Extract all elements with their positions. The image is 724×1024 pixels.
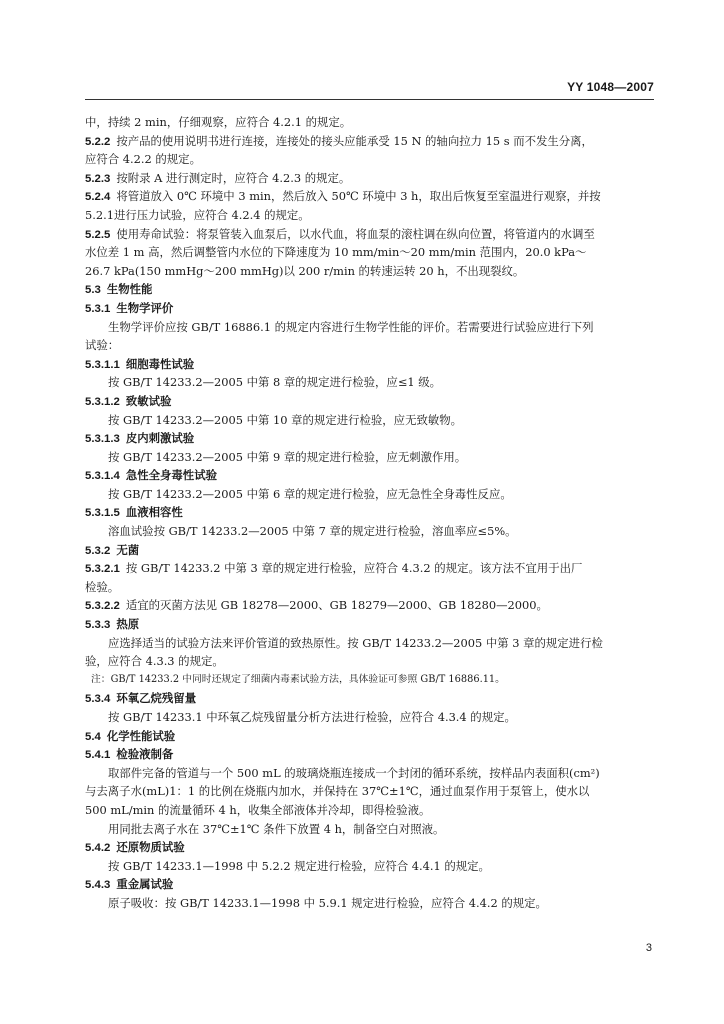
clause-line xyxy=(85,280,655,299)
paragraph-text: 26.7 kPa(150 mmHg～200 mmHg)以 200 r/min 的转速运转 20 h，不出现裂纹。 xyxy=(85,263,525,278)
clause-heading: 检验液制备 xyxy=(116,747,174,762)
clause-number: 5.4.2 xyxy=(85,842,111,855)
page-number: 3 xyxy=(645,942,652,954)
clause-number: 5.2.5 xyxy=(85,228,111,241)
paragraph-text: 与去离子水(mL)1：1 的比例在烧瓶内加水，并保持在 37℃±1℃，通过血泵作用于泵管上，使水以 xyxy=(85,784,590,799)
paragraph-text: 验，应符合 4.3.3 的规定。 xyxy=(85,654,224,669)
clause-number: 5.3 xyxy=(85,284,101,297)
clause-heading: 重金属试验 xyxy=(116,877,174,892)
header-rule xyxy=(85,99,654,100)
clause-line xyxy=(85,559,655,578)
clause-line xyxy=(85,187,655,206)
clause-line xyxy=(85,503,655,522)
clause-heading: 致敏试验 xyxy=(125,393,172,408)
text-line xyxy=(85,113,655,132)
clause-number: 5.3.3 xyxy=(85,619,111,632)
clause-number: 5.2.2 xyxy=(85,135,111,148)
clause-line xyxy=(85,169,655,188)
text-line xyxy=(85,671,655,690)
paragraph-text: 按 GB/T 14233.2—2005 中第 8 章的规定进行检验，应≤1 级。 xyxy=(108,375,442,390)
clause-line xyxy=(85,838,655,857)
clause-number: 5.3.4 xyxy=(85,693,111,706)
paragraph-text: 应选择适当的试验方法来评价管道的致热原性。按 GB/T 14233.2—2005 中第 3 章的规定进行检 xyxy=(108,635,603,650)
paragraph-text: 使用寿命试验：将泵管装入血泵后，以水代血，将血泵的滚柱调在纵向位置，将管道内的水调至 xyxy=(116,226,595,241)
clause-number: 5.3.2.1 xyxy=(85,563,120,576)
text-line xyxy=(85,373,655,392)
clause-number: 5.4.1 xyxy=(85,749,111,762)
text-line xyxy=(85,634,655,653)
text-line xyxy=(85,652,655,671)
standard-number-header: YY 1048—2007 xyxy=(567,80,654,94)
text-line xyxy=(85,336,655,355)
paragraph-text: 5.2.1进行压力试验，应符合 4.2.4 的规定。 xyxy=(85,207,310,222)
paragraph-text: 适宜的灭菌方法见 GB 18278—2000、GB 18279—2000、GB 18280—2000。 xyxy=(125,598,548,613)
text-line xyxy=(85,764,655,783)
text-line xyxy=(85,801,655,820)
clause-heading: 生物学评价 xyxy=(116,300,174,315)
paragraph-text: 取部件完备的管道与一个 500 mL 的玻璃烧瓶连接成一个封闭的循环系统，按样品内表面积(cm²) xyxy=(108,765,600,780)
clause-line xyxy=(85,689,655,708)
text-line xyxy=(85,857,655,876)
text-line xyxy=(85,448,655,467)
clause-line xyxy=(85,596,655,615)
paragraph-text: 用同批去离子水在 37℃±1℃ 条件下放置 4 h，制备空白对照液。 xyxy=(108,821,445,836)
clause-heading: 生物性能 xyxy=(106,282,153,297)
clause-heading: 环氧乙烷残留量 xyxy=(116,691,197,706)
clause-heading: 急性全身毒性试验 xyxy=(125,468,217,483)
paragraph-text: 500 mL/min 的流量循环 4 h，收集全部液体并冷却，即得检验液。 xyxy=(85,802,431,817)
text-line xyxy=(85,206,655,225)
paragraph-text: 生物学评价应按 GB/T 16886.1 的规定内容进行生物学性能的评价。若需要进行试验应进行下列 xyxy=(108,319,594,334)
paragraph-text: 按 GB/T 14233.2—2005 中第 9 章的规定进行检验，应无刺激作用。 xyxy=(108,449,467,464)
clause-heading: 血液相容性 xyxy=(125,505,183,520)
clause-number: 5.3.1.2 xyxy=(85,395,120,408)
paragraph-text: 按 GB/T 14233.2—2005 中第 6 章的规定进行检验，应无急性全身毒性反应。 xyxy=(108,486,512,501)
text-line xyxy=(85,243,655,262)
clause-line xyxy=(85,745,655,764)
clause-line xyxy=(85,429,655,448)
paragraph-text: 将管道放入 0℃ 环境中 3 min，然后放入 50℃ 环境中 3 h，取出后恢复至室温进行观察，并按 xyxy=(116,189,601,204)
paragraph-text: 按产品的使用说明书进行连接，连接处的接头应能承受 15 N 的轴向拉力 15 s 而不发生分离， xyxy=(116,133,593,148)
clause-number: 5.3.2 xyxy=(85,544,111,557)
clause-line xyxy=(85,727,655,746)
paragraph-text: 水位差 1 m 高，然后调整管内水位的下降速度为 10 mm/min～20 mm/min 范围内，20.0 kPa～ xyxy=(85,245,587,260)
clause-line xyxy=(85,466,655,485)
clause-line xyxy=(85,392,655,411)
paragraph-text: 检验。 xyxy=(85,579,120,594)
clause-heading: 化学性能试验 xyxy=(106,728,176,743)
paragraph-text: 应符合 4.2.2 的规定。 xyxy=(85,152,201,167)
clause-number: 5.3.1.5 xyxy=(85,507,120,520)
clause-line xyxy=(85,225,655,244)
text-line xyxy=(85,485,655,504)
clause-number: 5.2.4 xyxy=(85,191,111,204)
clause-line xyxy=(85,355,655,374)
clause-line xyxy=(85,875,655,894)
clause-number: 5.3.1.3 xyxy=(85,433,120,446)
clause-number: 5.3.1 xyxy=(85,302,111,315)
paragraph-text: 原子吸收：按 GB/T 14233.1—1998 中 5.9.1 规定进行检验，应符合 4.4.2 的规定。 xyxy=(108,895,547,910)
clause-number: 5.4 xyxy=(85,730,101,743)
clause-heading: 细胞毒性试验 xyxy=(125,356,195,371)
text-line xyxy=(85,894,655,913)
paragraph-text: 溶血试验按 GB/T 14233.2—2005 中第 7 章的规定进行检验，溶血率应≤5%。 xyxy=(108,524,517,539)
text-line xyxy=(85,522,655,541)
text-line xyxy=(85,578,655,597)
text-line xyxy=(85,782,655,801)
paragraph-text: 按 GB/T 14233.1 中环氧乙烷残留量分析方法进行检验，应符合 4.3.4 的规定。 xyxy=(108,710,516,724)
clause-number: 5.4.3 xyxy=(85,879,111,892)
paragraph-text: 按 GB/T 14233.1—1998 中 5.2.2 规定进行检验，应符合 4.4.1 的规定。 xyxy=(108,858,490,873)
paragraph-text: 按附录 A 进行测定时，应符合 4.2.3 的规定。 xyxy=(116,170,351,185)
note-text: 注：GB/T 14233.2 中同时还规定了细菌内毒素试验方法，具体验证可参照 GB/T 16886.11。 xyxy=(91,673,505,685)
paragraph-text: 试验： xyxy=(85,338,120,353)
clause-heading: 无菌 xyxy=(116,542,140,557)
clause-line xyxy=(85,615,655,634)
paragraph-text: 中，持续 2 min，仔细观察，应符合 4.2.1 的规定。 xyxy=(85,115,352,129)
clause-number: 5.3.1.1 xyxy=(85,358,120,371)
document-body xyxy=(85,113,655,913)
text-line xyxy=(85,262,655,281)
clause-line xyxy=(85,541,655,560)
text-line xyxy=(85,318,655,337)
paragraph-text: 按 GB/T 14233.2 中第 3 章的规定进行检验，应符合 4.3.2 的规定。该方法不宜用于出厂 xyxy=(125,561,583,576)
text-line xyxy=(85,708,655,727)
text-line xyxy=(85,150,655,169)
clause-number: 5.2.3 xyxy=(85,172,111,185)
clause-heading: 还原物质试验 xyxy=(116,840,185,855)
clause-heading: 皮内刺激试验 xyxy=(125,431,195,446)
text-line xyxy=(85,411,655,430)
clause-heading: 热原 xyxy=(116,617,140,632)
paragraph-text: 按 GB/T 14233.2—2005 中第 10 章的规定进行检验，应无致敏物。 xyxy=(108,412,463,427)
clause-line xyxy=(85,299,655,318)
text-line xyxy=(85,820,655,839)
clause-line xyxy=(85,132,655,151)
clause-number: 5.3.2.2 xyxy=(85,600,120,613)
clause-number: 5.3.1.4 xyxy=(85,470,120,483)
